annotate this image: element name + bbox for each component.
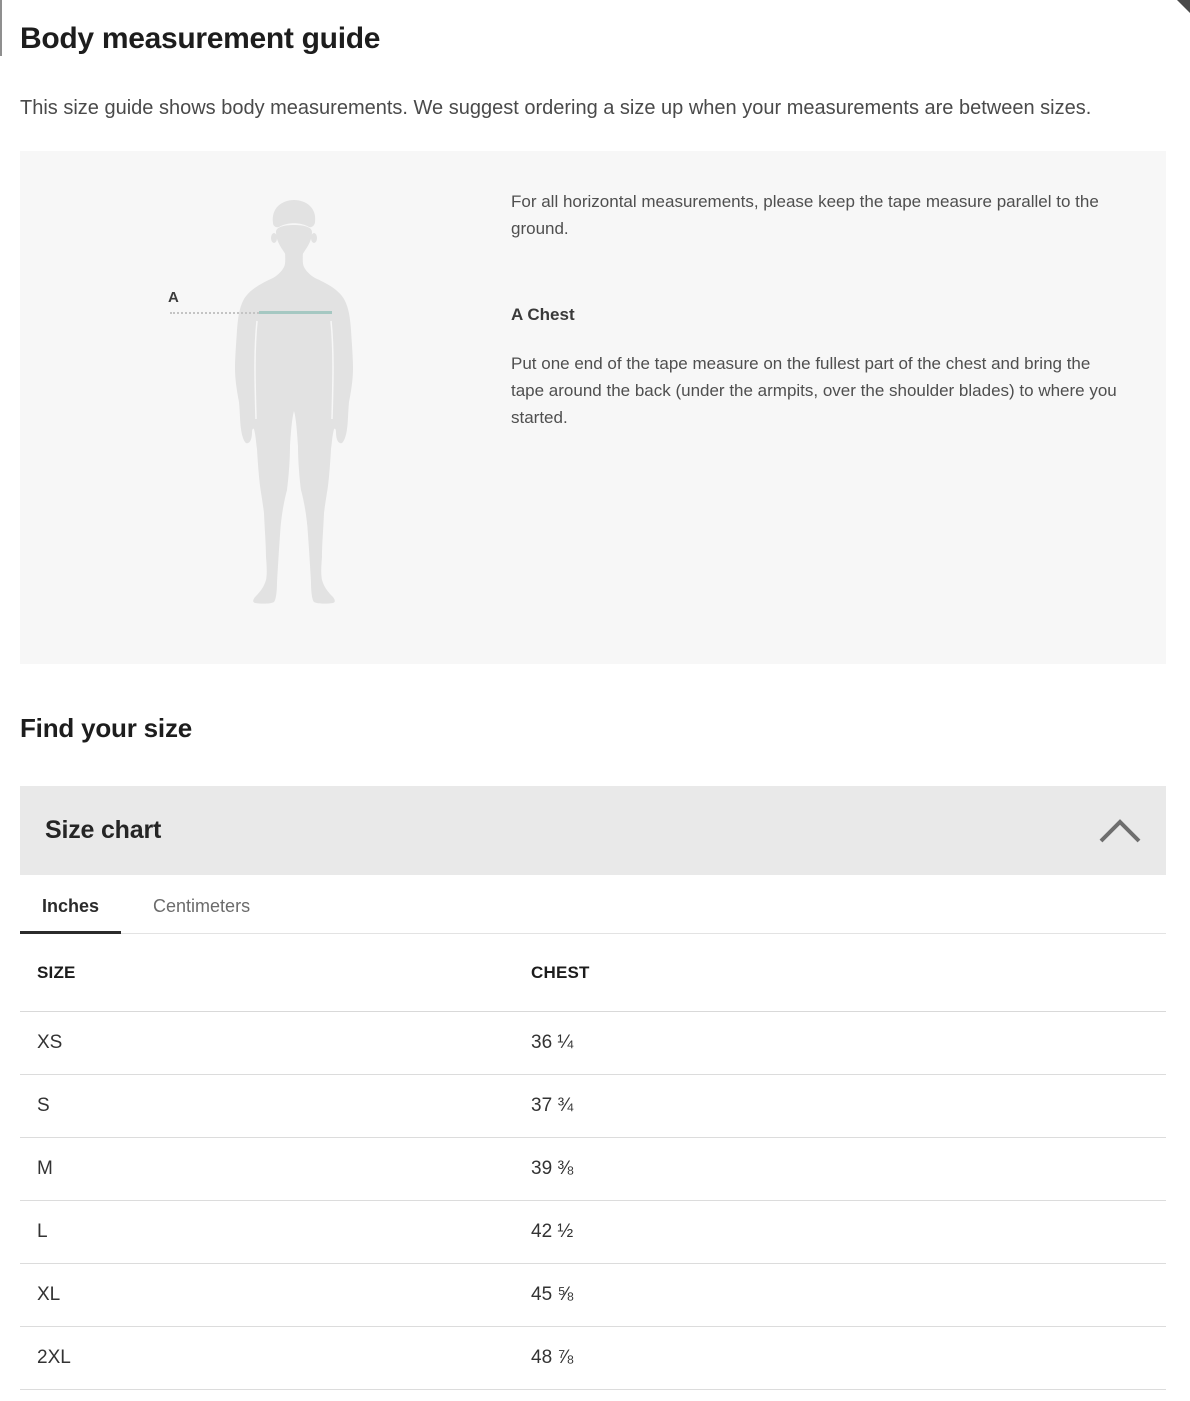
chest-cell: 45 ⅝ — [531, 1284, 574, 1305]
column-header-size: SIZE — [37, 962, 76, 982]
size-chart-title: Size chart — [45, 816, 162, 844]
tab-centimeters-label: Centimeters — [153, 896, 251, 916]
measurement-title: A Chest — [511, 305, 575, 324]
chest-cell: 42 ½ — [531, 1221, 574, 1242]
measurement-note: For all horizontal measurements, please keep the tape measure parallel to the ground. — [511, 192, 1099, 238]
body-silhouette-illustration — [231, 199, 359, 605]
silhouette-hair — [273, 200, 315, 227]
chest-cell: 48 ⅞ — [531, 1347, 574, 1368]
silhouette-body — [235, 247, 353, 604]
size-chart-accordion-header[interactable] — [20, 786, 1166, 875]
silhouette-ear-right — [311, 233, 317, 243]
measurement-label-a: A — [168, 289, 179, 306]
size-cell: S — [37, 1095, 50, 1116]
table-row — [20, 1012, 1166, 1075]
tab-inches[interactable] — [20, 875, 121, 933]
page-title: Body measurement guide — [20, 22, 381, 55]
column-header-chest: CHEST — [531, 962, 590, 982]
size-cell: XL — [37, 1284, 61, 1305]
table-row — [20, 1075, 1166, 1138]
chest-measurement-line — [259, 311, 332, 314]
chest-cell: 36 ¼ — [531, 1032, 574, 1053]
size-cell: L — [37, 1221, 48, 1242]
table-row — [20, 1264, 1166, 1327]
table-header-row — [20, 934, 1166, 1012]
size-cell: XS — [37, 1032, 63, 1053]
size-cell: M — [37, 1158, 53, 1179]
silhouette-ear-left — [271, 233, 277, 243]
measurement-guide-panel — [20, 151, 1166, 664]
measurement-description: Put one end of the tape measure on the fullest part of the chest and bring the tape around the back (under the armpits, over the shoulder blades) to where you started. — [511, 354, 1117, 427]
tab-centimeters[interactable] — [131, 875, 272, 933]
size-cell: 2XL — [37, 1347, 71, 1368]
table-row — [20, 1201, 1166, 1264]
chevron-up-icon[interactable] — [1098, 817, 1142, 845]
find-your-size-heading: Find your size — [20, 713, 193, 743]
size-table — [20, 934, 1166, 1390]
screenshot-edge-artifact — [0, 0, 2, 56]
mouse-cursor-tip — [1177, 0, 1190, 13]
measurement-dotted-line — [170, 312, 259, 314]
table-row — [20, 1138, 1166, 1201]
measurement-guide-text — [511, 188, 1126, 431]
intro-text: This size guide shows body measurements. We suggest ordering a size up when your measurements are between sizes. — [20, 97, 1092, 119]
table-row — [20, 1327, 1166, 1390]
chest-cell: 39 ⅜ — [531, 1158, 574, 1179]
tab-inches-label: Inches — [42, 896, 100, 916]
unit-tabs — [20, 875, 1166, 934]
chest-cell: 37 ¾ — [531, 1095, 574, 1116]
